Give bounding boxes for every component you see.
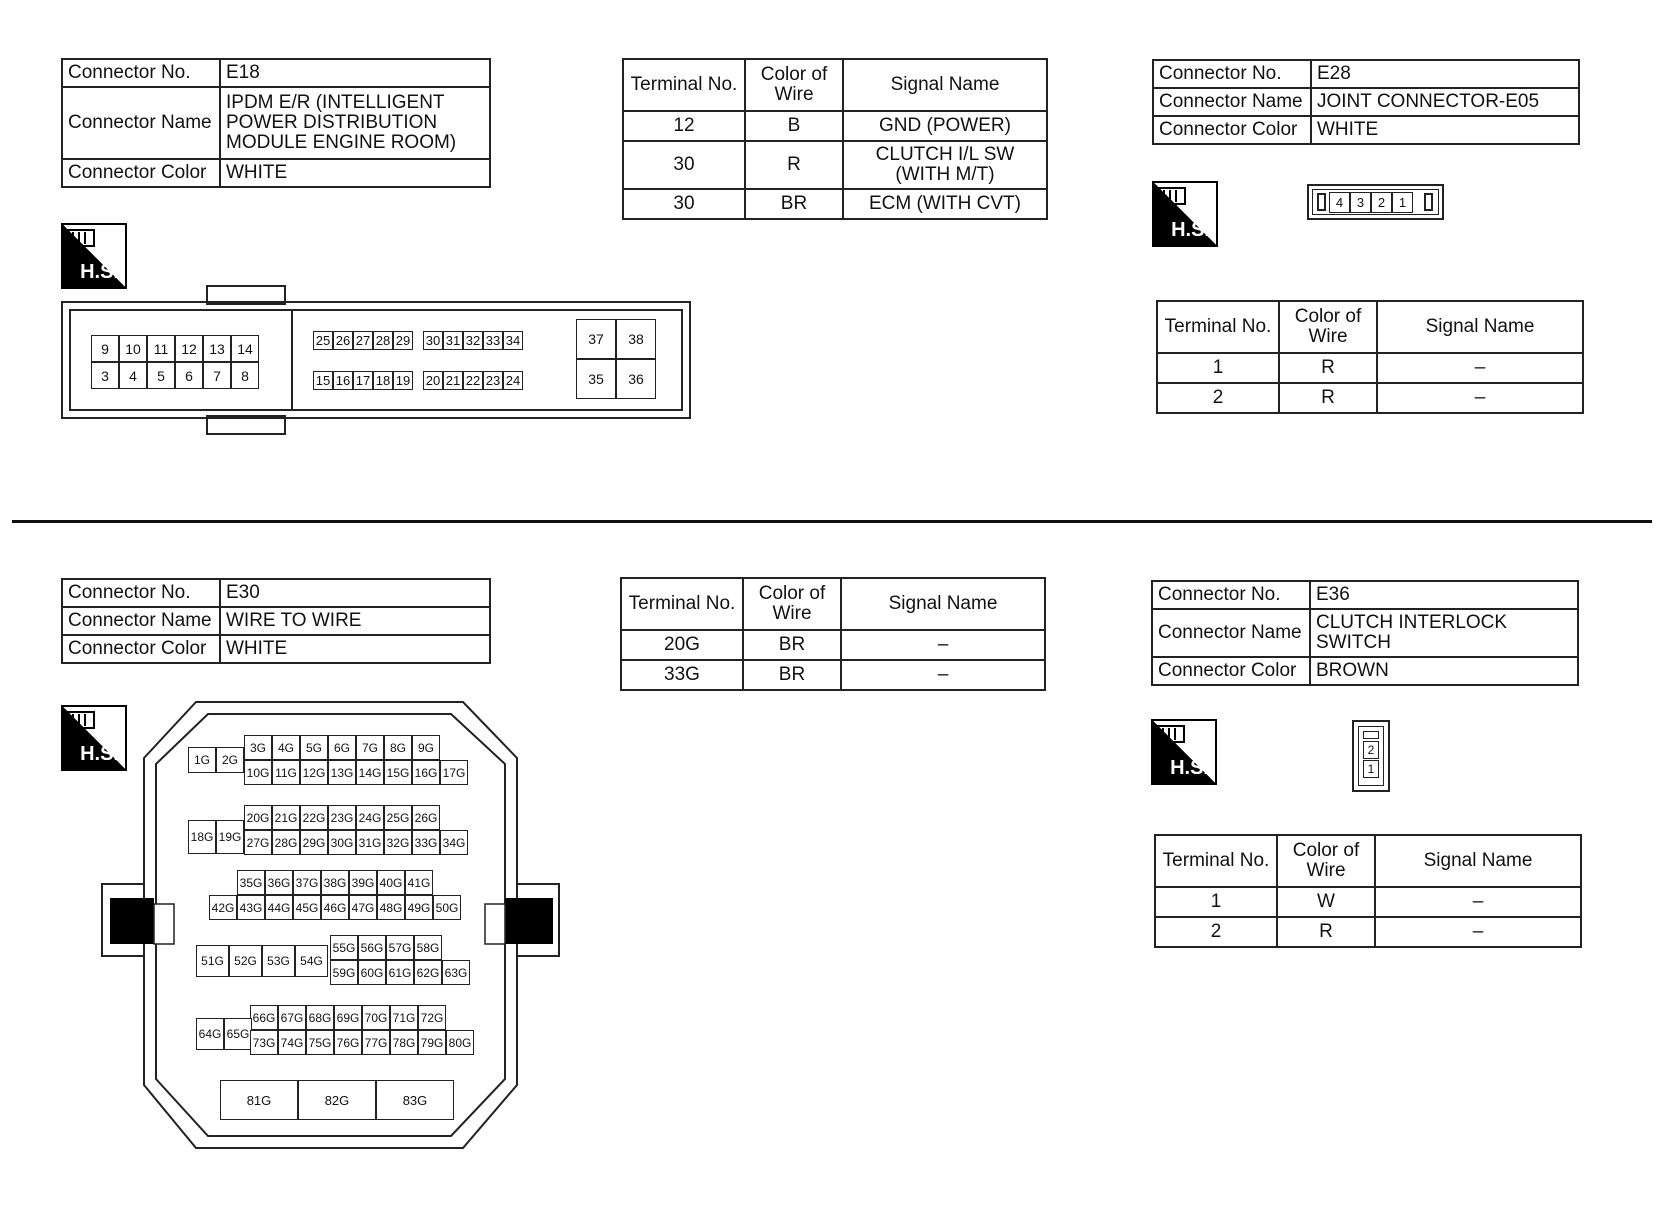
connector-pin: 10G xyxy=(244,760,272,785)
connector-pin: 2 xyxy=(1371,192,1392,213)
connector-color-label: Connector Color xyxy=(1153,116,1311,144)
connector-no-label: Connector No. xyxy=(62,579,220,607)
connector-pin: 25G xyxy=(384,805,412,830)
e28-connector-no: E28 xyxy=(1311,60,1579,88)
connector-pin: 44G xyxy=(265,895,293,920)
e30-connector-no: E30 xyxy=(220,579,490,607)
wire-color: BR xyxy=(745,189,843,219)
wire-color: BR xyxy=(743,630,841,660)
connector-pin: 27 xyxy=(353,331,373,350)
wire-color: R xyxy=(745,141,843,189)
terminal-no-header: Terminal No. xyxy=(1157,301,1279,353)
e18-info-table xyxy=(61,58,491,188)
e36-connector-no: E36 xyxy=(1310,581,1578,609)
connector-pin: 19 xyxy=(393,371,413,390)
connector-pin: 51G xyxy=(196,945,229,977)
connector-pin: 1 xyxy=(1392,192,1413,213)
connector-pin: 28G xyxy=(272,830,300,855)
connector-pin: 32 xyxy=(463,331,483,350)
connector-pin: 28 xyxy=(373,331,393,350)
connector-pin: 34G xyxy=(440,830,468,855)
table-row xyxy=(623,189,1047,219)
connector-pin: 4G xyxy=(272,735,300,760)
connector-name-label: Connector Name xyxy=(62,87,220,159)
e28-connector-color: WHITE xyxy=(1311,116,1579,144)
connector-pin: 17 xyxy=(353,371,373,390)
connector-pin: 3 xyxy=(1350,192,1371,213)
e36-info-table xyxy=(1151,580,1579,686)
wire-color: W xyxy=(1277,887,1375,917)
connector-pin: 2G xyxy=(216,747,244,773)
section-divider xyxy=(12,520,1652,523)
connector-pin: 54G xyxy=(295,945,328,977)
hs-label: H.S. xyxy=(1171,219,1210,241)
connector-pin: 27G xyxy=(244,830,272,855)
connector-pin: 18 xyxy=(373,371,393,390)
e28-info-table xyxy=(1152,59,1580,145)
terminal-no-header: Terminal No. xyxy=(623,59,745,111)
connector-pin: 14 xyxy=(231,335,259,362)
connector-pin: 9 xyxy=(91,335,119,362)
wire-color: BR xyxy=(743,660,841,690)
signal-name-header: Signal Name xyxy=(1375,835,1581,887)
hs-label: H.S. xyxy=(80,743,119,765)
connector-pin: 3 xyxy=(91,362,119,389)
connector-pin: 30 xyxy=(423,331,443,350)
terminal-no: 30 xyxy=(623,189,745,219)
connector-pin: 10 xyxy=(119,335,147,362)
connector-pin: 46G xyxy=(321,895,349,920)
table-row xyxy=(623,111,1047,141)
connector-pin: 33G xyxy=(412,830,440,855)
connector-pin: 4 xyxy=(1329,192,1350,213)
connector-pin: 72G xyxy=(418,1005,446,1030)
connector-pin: 65G xyxy=(224,1018,252,1050)
connector-pin: 71G xyxy=(390,1005,418,1030)
e30-connector-color: WHITE xyxy=(220,635,490,663)
terminal-no: 12 xyxy=(623,111,745,141)
hs-label: H.S. xyxy=(80,261,119,283)
terminal-no: 33G xyxy=(621,660,743,690)
table-row xyxy=(621,630,1045,660)
connector-pin: 24 xyxy=(503,371,523,390)
connector-pin: 80G xyxy=(446,1030,474,1055)
connector-pin: 29G xyxy=(300,830,328,855)
connector-pin: 17G xyxy=(440,760,468,785)
connector-name-label: Connector Name xyxy=(1152,609,1310,657)
e28-connector-face xyxy=(1307,184,1444,220)
connector-pin: 67G xyxy=(278,1005,306,1030)
connector-no-label: Connector No. xyxy=(62,59,220,87)
connector-pin: 60G xyxy=(358,960,386,985)
connector-pin: 62G xyxy=(414,960,442,985)
connector-pin: 41G xyxy=(405,870,433,895)
connector-pin: 37G xyxy=(293,870,321,895)
connector-pin: 38 xyxy=(616,319,656,359)
terminal-no: 20G xyxy=(621,630,743,660)
connector-pin: 23 xyxy=(483,371,503,390)
e30-connector-face xyxy=(100,700,560,1160)
connector-pin: 3G xyxy=(244,735,272,760)
connector-pin: 6 xyxy=(175,362,203,389)
connector-pin: 53G xyxy=(262,945,295,977)
connector-pin: 39G xyxy=(349,870,377,895)
signal-name: ECM (WITH CVT) xyxy=(843,189,1047,219)
connector-pin: 36G xyxy=(265,870,293,895)
connector-pin: 13 xyxy=(203,335,231,362)
connector-pin: 74G xyxy=(278,1030,306,1055)
color-of-wire-header: Color of Wire xyxy=(743,578,841,630)
hs-icon xyxy=(61,223,127,289)
signal-name: – xyxy=(841,630,1045,660)
hs-icon xyxy=(1151,719,1217,785)
connector-color-label: Connector Color xyxy=(62,635,220,663)
terminal-no-header: Terminal No. xyxy=(1155,835,1277,887)
connector-pin: 26 xyxy=(333,331,353,350)
connector-pin: 58G xyxy=(414,935,442,960)
connector-pin: 59G xyxy=(330,960,358,985)
e18-connector-no: E18 xyxy=(220,59,490,87)
connector-pin: 66G xyxy=(250,1005,278,1030)
connector-pin: 45G xyxy=(293,895,321,920)
connector-pin: 22 xyxy=(463,371,483,390)
connector-pin: 15 xyxy=(313,371,333,390)
connector-pin: 70G xyxy=(362,1005,390,1030)
connector-pin: 21G xyxy=(272,805,300,830)
table-row xyxy=(621,660,1045,690)
table-row xyxy=(1157,353,1583,383)
connector-pin: 78G xyxy=(390,1030,418,1055)
signal-name-header: Signal Name xyxy=(843,59,1047,111)
table-row xyxy=(1155,917,1581,947)
connector-pin: 31 xyxy=(443,331,463,350)
terminal-no: 1 xyxy=(1155,887,1277,917)
connector-pin: 16 xyxy=(333,371,353,390)
connector-pin: 42G xyxy=(209,895,237,920)
connector-pin: 56G xyxy=(358,935,386,960)
connector-pin: 20G xyxy=(244,805,272,830)
connector-pin: 16G xyxy=(412,760,440,785)
connector-pin: 48G xyxy=(377,895,405,920)
connector-no-label: Connector No. xyxy=(1152,581,1310,609)
connector-pin: 33 xyxy=(483,331,503,350)
connector-pin: 82G xyxy=(298,1080,376,1120)
connector-pin: 7G xyxy=(356,735,384,760)
connector-pin: 24G xyxy=(356,805,384,830)
connector-pin: 29 xyxy=(393,331,413,350)
wire-color: B xyxy=(745,111,843,141)
e36-connector-color: BROWN xyxy=(1310,657,1578,685)
connector-pin: 5G xyxy=(300,735,328,760)
connector-pin: 1 xyxy=(1363,760,1379,778)
connector-pin: 83G xyxy=(376,1080,454,1120)
signal-name-header: Signal Name xyxy=(841,578,1045,630)
connector-pin: 8G xyxy=(384,735,412,760)
connector-pin: 32G xyxy=(384,830,412,855)
connector-pin: 20 xyxy=(423,371,443,390)
connector-pin: 2 xyxy=(1363,741,1379,759)
e18-connector-face xyxy=(61,285,691,440)
hs-icon xyxy=(1152,181,1218,247)
connector-color-label: Connector Color xyxy=(62,159,220,187)
connector-pin: 15G xyxy=(384,760,412,785)
e36-terminal-table xyxy=(1154,834,1582,948)
signal-name: – xyxy=(1377,383,1583,413)
connector-pin: 36 xyxy=(616,359,656,399)
table-row xyxy=(623,141,1047,189)
connector-pictogram-icon xyxy=(1158,186,1188,208)
connector-name-label: Connector Name xyxy=(1153,88,1311,116)
connector-name-label: Connector Name xyxy=(62,607,220,635)
terminal-no: 2 xyxy=(1155,917,1277,947)
color-of-wire-header: Color of Wire xyxy=(1279,301,1377,353)
connector-pin: 11 xyxy=(147,335,175,362)
color-of-wire-header: Color of Wire xyxy=(1277,835,1375,887)
connector-pin: 63G xyxy=(442,960,470,985)
connector-pin: 18G xyxy=(188,820,216,854)
connector-pin: 61G xyxy=(386,960,414,985)
signal-name: – xyxy=(1377,353,1583,383)
color-of-wire-header: Color of Wire xyxy=(745,59,843,111)
signal-name: CLUTCH I/L SW (WITH M/T) xyxy=(843,141,1047,189)
connector-pin: 73G xyxy=(250,1030,278,1055)
e30-connector-name: WIRE TO WIRE xyxy=(220,607,490,635)
wire-color: R xyxy=(1279,383,1377,413)
terminal-no-header: Terminal No. xyxy=(621,578,743,630)
connector-pin: 21 xyxy=(443,371,463,390)
wire-color: R xyxy=(1279,353,1377,383)
connector-pin: 23G xyxy=(328,805,356,830)
e18-terminal-table xyxy=(622,58,1048,220)
connector-pin: 38G xyxy=(321,870,349,895)
connector-pin: 64G xyxy=(196,1018,224,1050)
signal-name-header: Signal Name xyxy=(1377,301,1583,353)
e30-info-table xyxy=(61,578,491,664)
connector-pin: 81G xyxy=(220,1080,298,1120)
connector-pin: 6G xyxy=(328,735,356,760)
connector-pin: 75G xyxy=(306,1030,334,1055)
terminal-no: 1 xyxy=(1157,353,1279,383)
e28-terminal-table xyxy=(1156,300,1584,414)
connector-pin: 31G xyxy=(356,830,384,855)
connector-no-label: Connector No. xyxy=(1153,60,1311,88)
connector-pin: 77G xyxy=(362,1030,390,1055)
connector-pin: 34 xyxy=(503,331,523,350)
connector-pin: 7 xyxy=(203,362,231,389)
connector-pin: 57G xyxy=(386,935,414,960)
connector-pin: 49G xyxy=(405,895,433,920)
connector-pin: 9G xyxy=(412,735,440,760)
connector-pin: 76G xyxy=(334,1030,362,1055)
connector-pin: 22G xyxy=(300,805,328,830)
terminal-no: 2 xyxy=(1157,383,1279,413)
connector-pin: 69G xyxy=(334,1005,362,1030)
signal-name: – xyxy=(1375,917,1581,947)
connector-pin: 5 xyxy=(147,362,175,389)
connector-pin: 52G xyxy=(229,945,262,977)
e36-connector-name: CLUTCH INTERLOCK SWITCH xyxy=(1310,609,1578,657)
table-row xyxy=(1155,887,1581,917)
connector-pin: 25 xyxy=(313,331,333,350)
connector-pin: 35 xyxy=(576,359,616,399)
connector-pin: 55G xyxy=(330,935,358,960)
e18-connector-color: WHITE xyxy=(220,159,490,187)
e30-terminal-table xyxy=(620,577,1046,691)
e36-connector-face xyxy=(1352,720,1390,792)
connector-pictogram-icon xyxy=(67,228,97,250)
e28-connector-name: JOINT CONNECTOR-E05 xyxy=(1311,88,1579,116)
connector-pin: 26G xyxy=(412,805,440,830)
connector-pin: 1G xyxy=(188,747,216,773)
signal-name: – xyxy=(1375,887,1581,917)
connector-pin: 50G xyxy=(433,895,461,920)
connector-pin: 40G xyxy=(377,870,405,895)
signal-name: GND (POWER) xyxy=(843,111,1047,141)
connector-pin: 37 xyxy=(576,319,616,359)
connector-pin: 19G xyxy=(216,820,244,854)
signal-name: – xyxy=(841,660,1045,690)
connector-pin: 47G xyxy=(349,895,377,920)
connector-pin: 12 xyxy=(175,335,203,362)
connector-pictogram-icon xyxy=(1157,724,1187,746)
connector-pin: 79G xyxy=(418,1030,446,1055)
hs-label: H.S. xyxy=(1170,757,1209,779)
connector-pin: 68G xyxy=(306,1005,334,1030)
connector-color-label: Connector Color xyxy=(1152,657,1310,685)
connector-pin: 4 xyxy=(119,362,147,389)
table-row xyxy=(1157,383,1583,413)
connector-pin: 13G xyxy=(328,760,356,785)
connector-pin: 14G xyxy=(356,760,384,785)
connector-pin: 8 xyxy=(231,362,259,389)
connector-pin: 12G xyxy=(300,760,328,785)
connector-pin: 30G xyxy=(328,830,356,855)
connector-pin: 35G xyxy=(237,870,265,895)
connector-pictogram-icon xyxy=(67,710,97,732)
wire-color: R xyxy=(1277,917,1375,947)
connector-pin: 11G xyxy=(272,760,300,785)
e18-connector-name: IPDM E/R (INTELLIGENT POWER DISTRIBUTION MODULE ENGINE ROOM) xyxy=(220,87,490,159)
terminal-no: 30 xyxy=(623,141,745,189)
connector-pin: 43G xyxy=(237,895,265,920)
